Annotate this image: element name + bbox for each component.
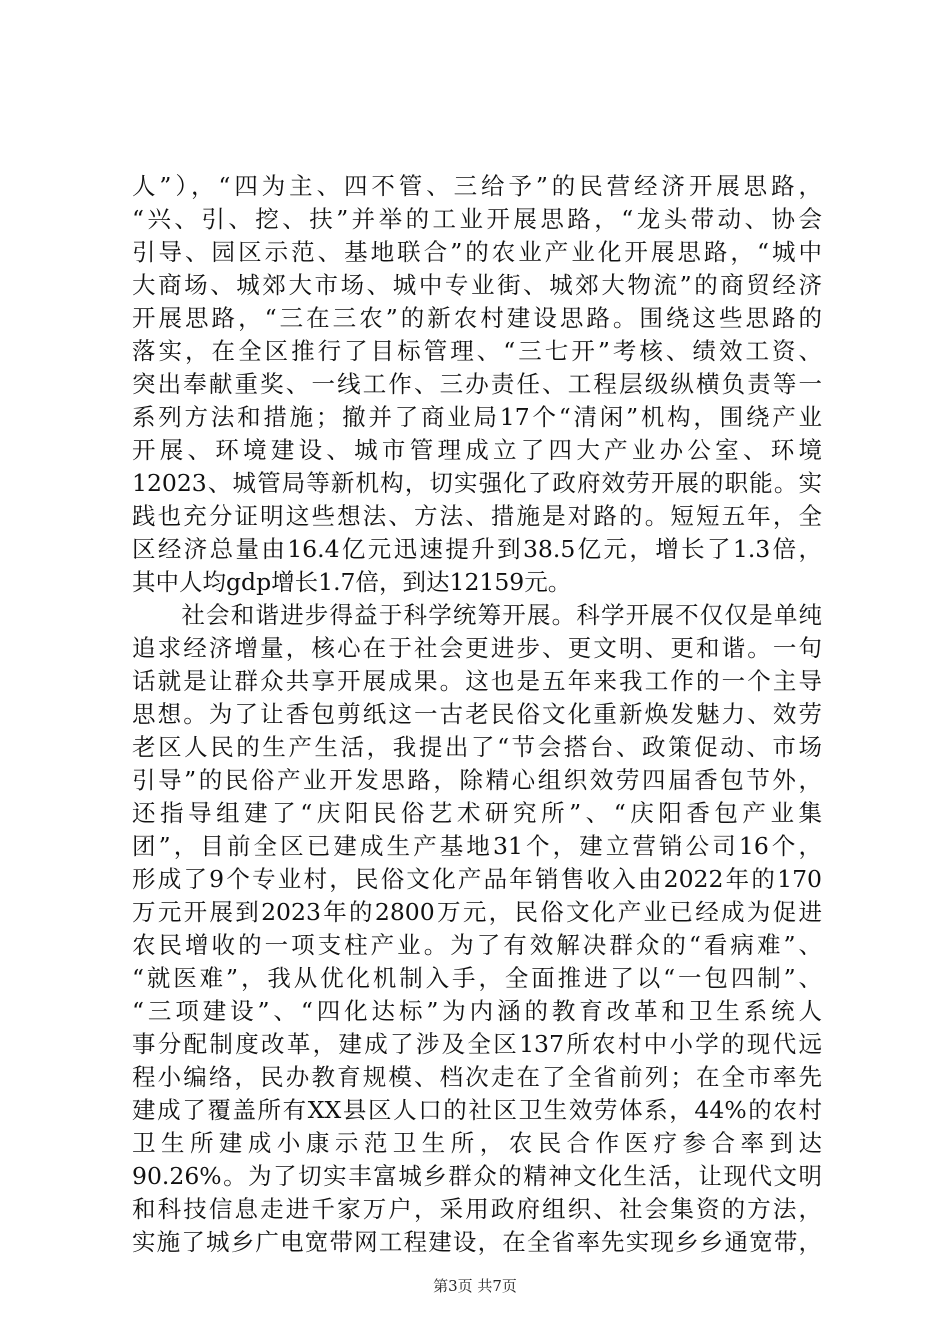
body-text (132, 170, 822, 1259)
text-line-9: 开展、环境建设、城市管理成立了四大产业办公室、环境 (132, 436, 822, 464)
text-line-21: 团”，目前全区已建成生产基地31个，建立营销公司16个， (132, 832, 822, 860)
text-line-14: 社会和谐进步得益于科学统筹开展。科学开展不仅仅是单纯 (132, 601, 822, 629)
text-line-15: 追求经济增量，核心在于社会更进步、更文明、更和谐。一句 (132, 634, 822, 662)
text-line-1: 人”），“四为主、四不管、三给予”的民营经济开展思路， (132, 172, 822, 200)
text-line-8: 系列方法和措施；撤并了商业局17个“清闲”机构，围绕产业 (132, 403, 822, 431)
text-line-25: “就医难”，我从优化机制入手，全面推进了以“一包四制”、 (132, 964, 822, 992)
text-line-28: 程小编络，民办教育规模、档次走在了全省前列；在全市率先 (132, 1063, 822, 1091)
page-number-footer: 第3页 共7页 (433, 1277, 517, 1295)
text-line-30: 卫生所建成小康示范卫生所，农民合作医疗参合率到达 (132, 1129, 822, 1157)
text-line-13: 其中人均gdp增长1.7倍，到达12159元。 (132, 568, 572, 596)
text-line-18: 老区人民的生产生活，我提出了“节会搭台、政策促动、市场 (132, 733, 822, 761)
text-line-2: “兴、引、挖、扶”并举的工业开展思路，“龙头带动、协会 (132, 205, 822, 233)
text-line-12: 区经济总量由16.4亿元迅速提升到38.5亿元，增长了1.3倍， (132, 535, 822, 563)
text-line-33: 实施了城乡广电宽带网工程建设，在全省率先实现乡乡通宽带， (132, 1228, 822, 1256)
text-line-22: 形成了9个专业村，民俗文化产品年销售收入由2022年的170 (132, 865, 822, 893)
text-line-10: 12023、城管局等新机构，切实强化了政府效劳开展的职能。实 (132, 469, 822, 497)
text-line-20: 还指导组建了“庆阳民俗艺术研究所”、“庆阳香包产业集 (132, 799, 822, 827)
text-line-4: 大商场、城郊大市场、城中专业街、城郊大物流”的商贸经济 (132, 271, 822, 299)
text-line-7: 突出奉献重奖、一线工作、三办责任、工程层级纵横负责等一 (132, 370, 822, 398)
text-line-5: 开展思路，“三在三农”的新农村建设思路。围绕这些思路的 (132, 304, 822, 332)
text-line-3: 引导、园区示范、基地联合”的农业产业化开展思路，“城中 (132, 238, 822, 266)
text-line-32: 和科技信息走进千家万户，采用政府组织、社会集资的方法， (132, 1195, 822, 1223)
text-line-6: 落实，在全区推行了目标管理、“三七开”考核、绩效工资、 (132, 337, 822, 365)
text-line-23: 万元开展到2023年的2800万元，民俗文化产业已经成为促进 (132, 898, 822, 926)
text-line-29: 建成了覆盖所有XX县区人口的社区卫生效劳体系，44%的农村 (132, 1096, 822, 1124)
text-line-26: “三项建设”、“四化达标”为内涵的教育改革和卫生系统人 (132, 997, 822, 1025)
text-line-27: 事分配制度改革，建成了涉及全区137所农村中小学的现代远 (132, 1030, 822, 1058)
text-line-31: 90.26%。为了切实丰富城乡群众的精神文化生活，让现代文明 (132, 1162, 822, 1190)
text-line-24: 农民增收的一项支柱产业。为了有效解决群众的“看病难”、 (132, 931, 822, 959)
text-line-17: 思想。为了让香包剪纸这一古老民俗文化重新焕发魅力、效劳 (132, 700, 822, 728)
text-line-16: 话就是让群众共享开展成果。这也是五年来我工作的一个主导 (132, 667, 822, 695)
text-line-11: 践也充分证明这些想法、方法、措施是对路的。短短五年，全 (132, 502, 822, 530)
text-line-19: 引导”的民俗产业开发思路，除精心组织效劳四届香包节外， (132, 766, 822, 794)
